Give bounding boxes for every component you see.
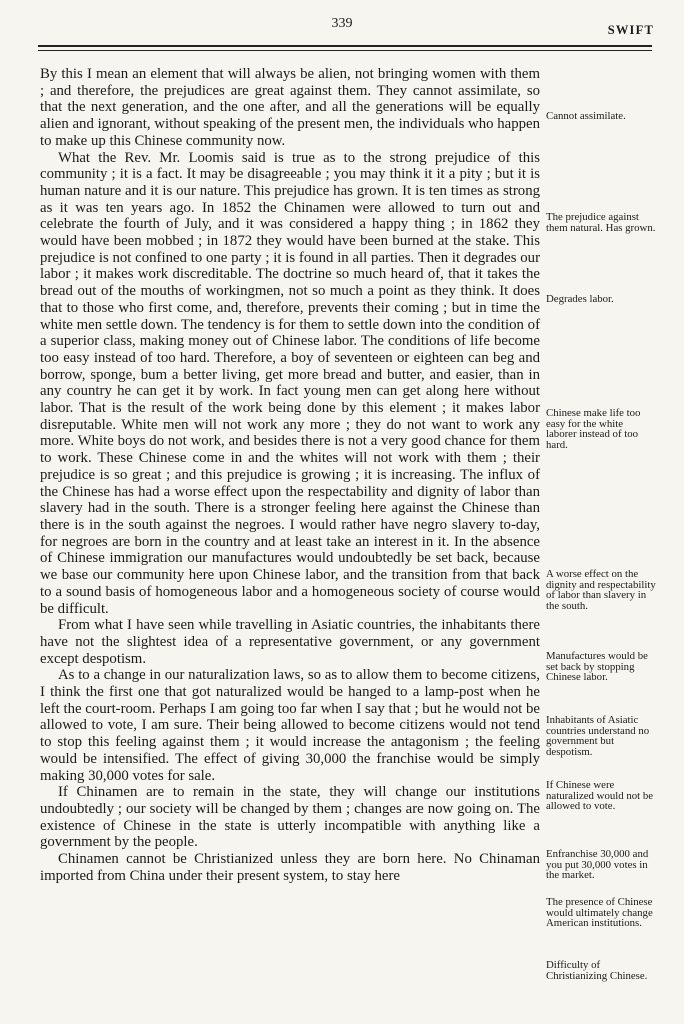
margin-note: If Chinese were naturalized would not be allowed to vote. (546, 779, 654, 813)
header-rule-thick (38, 45, 652, 47)
paragraph: As to a change in our naturalization laws, so as to allow them to become citizens, I think the first one that got naturalized would be hanged to a lamp-post when he left the court-room. Perhaps I am going too far when I say that ; but he would not be allowed to vote, I am sure. Their being allowed to become citizens would not tend to stop this feeling against them ; it would increase the antagonism ; the feeling would be intensified. The effect of giving 30,000 the franchise would be simply making 30,000 votes for sale. (40, 667, 540, 784)
margin-note: Cannot assimilate. (546, 110, 626, 122)
body-text (40, 66, 540, 884)
margin-note: Inhabitants of Asiatic countries understand no government but despotism. (546, 714, 650, 758)
margin-note: The prejudice against them natural. Has grown. (546, 211, 656, 234)
margin-note: Chinese make life too easy for the white laborer instead of too hard. (546, 407, 641, 451)
paragraph: What the Rev. Mr. Loomis said is true as to the strong prejudice of this community ; it is a fact. It may be disagreeable ; you may think it it a pity ; but it is human nature and it is our nature. This prejudice has grown. It is ten times as strong as it was ten years ago. In 1852 the Chinamen were allowed to turn out and celebrate the fourth of July, and it was considered a happy thing ; in 1862 they would have been mobbed ; in 1872 they would have been burned at the stake. This prejudice is not confined to one party ; it is found in all parties. Then it degrades our labor ; it makes work discreditable. The doctrine so much heard of, that it takes the bread out of the mouths of workingmen, not so much a point as they think. It does that to those who first come, and, therefore, prevents their coming ; but in time the white men settle down. The tendency is for them to settle down into the condition of a superior class, making money out of Chinese labor. The conditions of life become too easy instead of too hard. Therefore, a boy of seventeen or eighteen can beg and borrow, sponge, bum a better living, get more bread and butter, and easier, than in any country he can get it by work. In fact young men can get along here without labor. That is the result of the work being done by this element ; it makes labor disreputable. White men will not work any more ; they do not want to work any more. White boys do not work, and besides there is not a very good chance for them to work. These Chinese come in and the whites will not work with them ; their prejudice is so great ; and this prejudice is growing ; it is increasing. The influx of the Chinese has had a worse effect upon the respectability and dignity of labor than slavery had in the south. There is a stronger feeling here against the Chinese than there is in the south against the negroes. I would rather have negro slavery to-day, for negroes are born in the country and at least take an interest in it. In the absence of Chinese immigration our manufactures would undoubtedly be set back, because we base our community here upon Chinese labor, and the transition from that back to a sound basis of homogeneous labor and a homogeneous society of course would be difficult. (40, 149, 540, 617)
margin-note: Degrades labor. (546, 293, 614, 305)
paragraph: Chinamen cannot be Christianized unless they are born here. No Chinaman imported from China under their present system, to stay here (40, 851, 540, 884)
paragraph: If Chinamen are to remain in the state, they will change our institutions undoubtedly ; our society will be changed by them ; changes are now going on. The existence of Chinese in the state is utterly incompatible with anything like a government by the people. (40, 784, 540, 851)
margin-note: Manufactures would be set back by stopping Chinese labor. (546, 650, 648, 684)
margin-note: The presence of Chinese would ultimately change American institutions. (546, 896, 653, 930)
paragraph: From what I have seen while travelling in Asiatic countries, the inhabitants there have not the slightest idea of a representative government, or any government except despotism. (40, 617, 540, 667)
header-rule-thin (38, 50, 652, 51)
paragraph: By this I mean an element that will always be alien, not bringing women with them ; and therefore, the prejudices are great against them. They cannot assimilate, so that the next generation, and the one after, and all the generations will be equally alien and ignorant, without speaking of the present men, the individuals who happen to make up this Chinese community now. (40, 66, 540, 149)
margin-note: A worse effect on the dignity and respectability of labor than slavery in the south. (546, 568, 656, 612)
margin-note: Difficulty of Christianizing Chinese. (546, 959, 648, 982)
running-head: SWIFT (607, 23, 654, 37)
page-number: 339 (331, 16, 353, 31)
margin-note: Enfranchise 30,000 and you put 30,000 votes in the market. (546, 848, 649, 882)
